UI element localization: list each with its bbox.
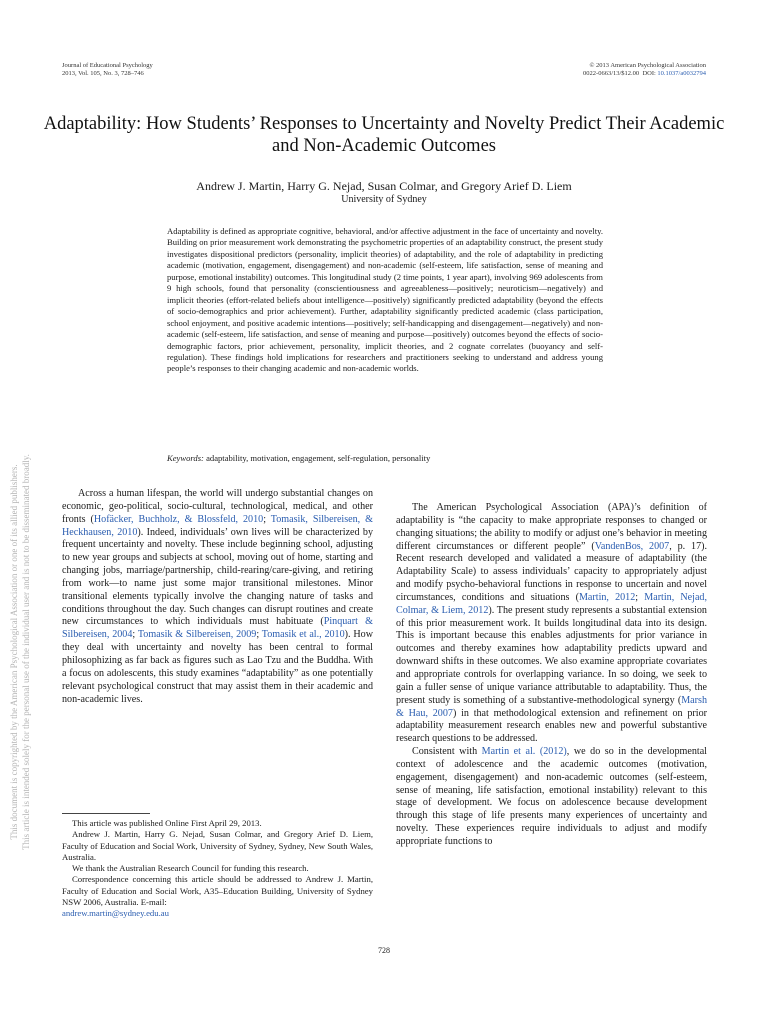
citation-link[interactable]: Pinquart & Silbereisen, 2004: [62, 616, 373, 641]
footnote-correspondence: Correspondence concerning this article should be addressed to Andrew J. Martin, Faculty of Education and Social Work, A35–Education Building, University of Sydney NSW 2006, Australia. E-mail:: [62, 874, 373, 908]
footnote-funding: We thank the Australian Research Council for funding this research.: [72, 863, 309, 874]
citation-link[interactable]: Tomasik, Silbereisen, & Heckhausen, 2010: [62, 513, 373, 538]
citation-link[interactable]: Martin et al. (2012): [481, 746, 567, 758]
body-paragraph: [396, 502, 707, 746]
text-run: The American Psychological Association (APA)’s definition of adaptability is “the capacity to make appropriate responses to changed or changing situations; the ability to modify or adjust one’s behavior in meeting different circumstances or different people” (: [396, 502, 707, 552]
abstract: Adaptability is defined as appropriate cognitive, behavioral, and/or affective adjustment in the face of uncertainty and novelty. Building on prior measurement work demonstrating the psychometric properties of an adaptability construct, the present study investigates dispositional predictors (personality, implicit theories) of adaptability, and the role of adaptability in predicting academic (motivation, engagement, disengagement) and non-academic (self-esteem, life satisfaction, sense of meaning and purpose, emotional instability) outcomes. This longitudinal study (2 time points, 1 year apart), involving 969 adolescents from 9 high schools, found that personality (conscientiousness and agreeableness—positively; neuroticism—negatively) and implicit theories (effort-related beliefs about intelligence—positively) significantly predicted adaptability (beyond the effects of socio-demographics and prior achievement). Further, adaptability significantly predicted academic (class participation, school enjoyment, and positive academic intentions—positively; self-handicapping and disengagement—negatively) and non-academic (self-esteem, life satisfaction, and sense of meaning and purpose—positively) outcomes beyond the effects of socio-demographic factors, prior achievement, personality, implicit theories, and 2 cognate correlates (buoyancy and self-regulation). These findings hold implications for researchers and practitioners seeking to understand and address young people’s responses to their changing academic and non-academic worlds.: [167, 226, 603, 374]
keywords-list: adaptability, motivation, engagement, self-regulation, personality: [206, 453, 431, 463]
journal-header: [62, 62, 153, 78]
issn-doi-line: [583, 70, 706, 78]
footnote-affiliations: Andrew J. Martin, Harry G. Nejad, Susan Colmar, and Gregory Arief D. Liem, Faculty of Education and Social Work, University of Sydney, Sydney, New South Wales, Australia.: [62, 829, 373, 862]
copyright-line: © 2013 American Psychological Association: [589, 62, 706, 69]
text-run: ). Indeed, individuals’ own lives will be characterized by frequent uncertainty and novelty. These include beginning school, adjusting to new year groups and subjects at school, moving out of home, starting and changing jobs, marriage/partnership, child-rearing/care-giving, and retiring from work—to name just some major transitional milestones. Minor transitional elements typically involve the changing nature of tasks and conditions throughout the day. Such changes can disrupt routines and create new circumstances to which individuals must habituate (: [62, 526, 374, 628]
text-run: ). The present study represents a substantial extension of this prior measurement work. It builds longitudinal data into its design. This is important because this enables adjustments for prior variance in outcomes and thereby examines how adaptability predicts upward and downward shifts in these outcomes. We also examine appropriate covariates and appropriate controls for overlapping variance. In so doing, we seek to gain a fuller sense of unique variance attributable to adaptability. Thus, the present study is something of a substantive-methodological synergy (: [396, 604, 707, 706]
watermark-line-2: This article is intended solely for the personal use of the individual user and is not to be disseminated broadly.: [21, 454, 31, 850]
text-run: ) in that methodological extension and refinement on prior adaptability measurement research enables new and powerful substantive research questions to be addressed.: [396, 707, 707, 745]
citation-link[interactable]: Tomasik et al., 2010: [261, 629, 345, 641]
citation-link[interactable]: Marsh & Hau, 2007: [396, 694, 707, 719]
text-run: ;: [635, 591, 645, 603]
text-run: Consistent with: [412, 746, 482, 758]
text-run: , p. 17). Recent research developed and validated a measure of adaptability (the Adaptability Scale) to assess individuals’ capacity to appropriately adjust and modify psycho-behavioral functions in response to uncertain and novel circumstances, conditions and situations (: [396, 540, 707, 603]
text-run: Across a human lifespan, the world will undergo substantial changes on economic, geo-political, socio-cultural, technological, medical, and other fronts (: [62, 488, 373, 525]
footnote-divider: [62, 813, 150, 814]
article-title: Adaptability: How Students’ Responses to Uncertainty and Novelty Predict Their Academic and Non-Academic Outcomes: [43, 114, 725, 156]
intro-paragraph-left: [62, 488, 373, 706]
copyright-header: [583, 62, 706, 78]
journal-volume: 2013, Vol. 105, No. 3, 728–746: [62, 70, 144, 77]
citation-link[interactable]: Martin, 2012: [578, 591, 636, 603]
body-paragraph: [396, 746, 707, 849]
citation-link[interactable]: VandenBos, 2007: [594, 540, 670, 552]
text-run: ;: [256, 629, 262, 641]
citation-link[interactable]: Tomasik & Silbereisen, 2009: [137, 629, 257, 641]
text-run: ;: [132, 629, 138, 641]
citation-link[interactable]: Hofäcker, Buchholz, & Blossfeld, 2010: [93, 513, 264, 525]
citation-link[interactable]: Martin, Nejad, Colmar, & Liem, 2012: [396, 591, 707, 616]
page-number: 728: [378, 946, 390, 955]
watermark-line-1: This document is copyrighted by the American Psychological Association or one of its allied publishers.: [9, 464, 19, 840]
intro-column-right: [396, 502, 707, 849]
keywords-label: Keywords:: [167, 453, 204, 463]
footnote-published: This article was published Online First April 29, 2013.: [72, 818, 262, 828]
author-affiliation: University of Sydney: [341, 194, 427, 205]
text-run: , we do so in the developmental context of adolescence and the academic outcomes (motivation, engagement, disengagement) and non-academic outcomes (self-esteem, sense of meaning, life satisfaction, emotional instability) relevant to this stage of development. We focus on adolescence because development through this stage of life presents many experiences of uncertainty and novelty. These experiences require individuals to adjust and modify appropriate functions to: [396, 746, 707, 847]
author-list: Andrew J. Martin, Harry G. Nejad, Susan Colmar, and Gregory Arief D. Liem: [196, 179, 572, 193]
footnotes: [62, 818, 373, 920]
text-run: ). How they deal with uncertainty and novelty has been central to formal philosophizing as far back as figures such as Lao Tzu and the Buddha. With a focus on adolescents, this study examines “adaptability” as one potentially relevant psychological construct that may assist them in their academic and non-academic lives.: [62, 629, 373, 705]
doi-link[interactable]: 10.1037/a0032794: [657, 70, 706, 77]
doi-label: DOI:: [642, 70, 656, 77]
copyright-watermark: [8, 272, 32, 1032]
email-link[interactable]: andrew.martin@sydney.edu.au: [62, 908, 169, 919]
text-run: ;: [263, 513, 271, 525]
issn: 0022-0663/13/$12.00: [583, 70, 640, 77]
journal-name: Journal of Educational Psychology: [62, 62, 153, 69]
keywords: [167, 453, 603, 464]
